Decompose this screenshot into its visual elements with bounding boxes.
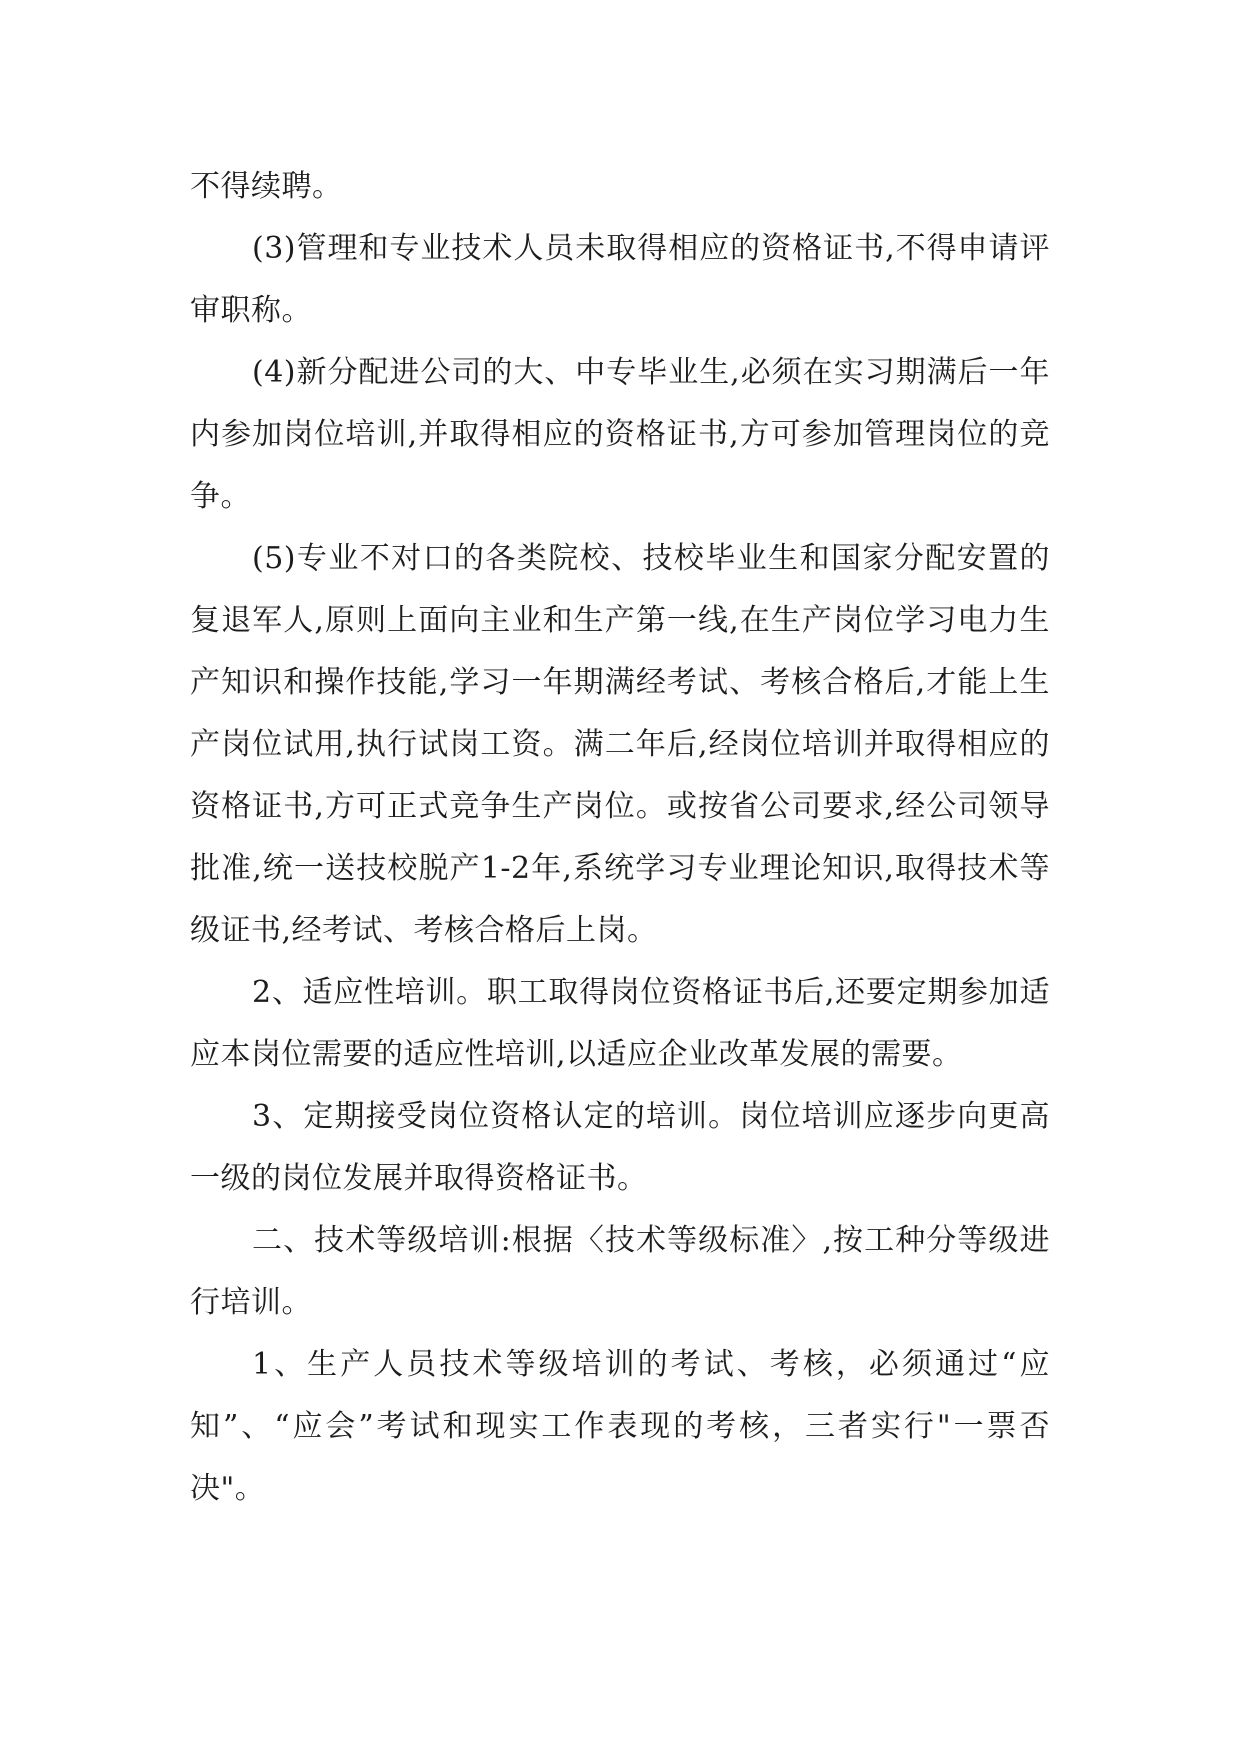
paragraph-skill-assessment: 1、生产人员技术等级培训的考试、考核，必须通过“应知”、“应会”考试和现实工作表现的考核，三者实行"一票否决"。 — [190, 1347, 1050, 1506]
paragraph-item-5: (5)专业不对口的各类院校、技校毕业生和国家分配安置的复退军人,原则上面向主业和生产第一线,在生产岗位学习电力生产知识和操作技能,学习一年期满经考试、考核合格后,才能上生产岗位试用,执行试岗工资。满二年后,经岗位培训并取得相应的资格证书,方可正式竞争生产岗位。或按省公司要求,经公司领导批准,统一送技校脱产1-2年,系统学习专业理论知识,取得技术等级证书,经考试、考核合格后上岗。 — [190, 541, 1050, 948]
section-heading-skill-level-training: 二、技术等级培训:根据〈技术等级标准〉,按工种分等级进行培训。 — [190, 1223, 1050, 1320]
paragraph-item-3: (3)管理和专业技术人员未取得相应的资格证书,不得申请评审职称。 — [190, 231, 1050, 328]
document-body — [190, 156, 1050, 1520]
paragraph-adaptive-training: 2、适应性培训。职工取得岗位资格证书后,还要定期参加适应本岗位需要的适应性培训,以适应企业改革发展的需要。 — [190, 975, 1050, 1072]
paragraph-qualification-training: 3、定期接受岗位资格认定的培训。岗位培训应逐步向更高一级的岗位发展并取得资格证书。 — [190, 1099, 1050, 1196]
paragraph-continuation: 不得续聘。 — [190, 169, 343, 204]
paragraph-item-4: (4)新分配进公司的大、中专毕业生,必须在实习期满后一年内参加岗位培训,并取得相应的资格证书,方可参加管理岗位的竞争。 — [190, 355, 1050, 514]
